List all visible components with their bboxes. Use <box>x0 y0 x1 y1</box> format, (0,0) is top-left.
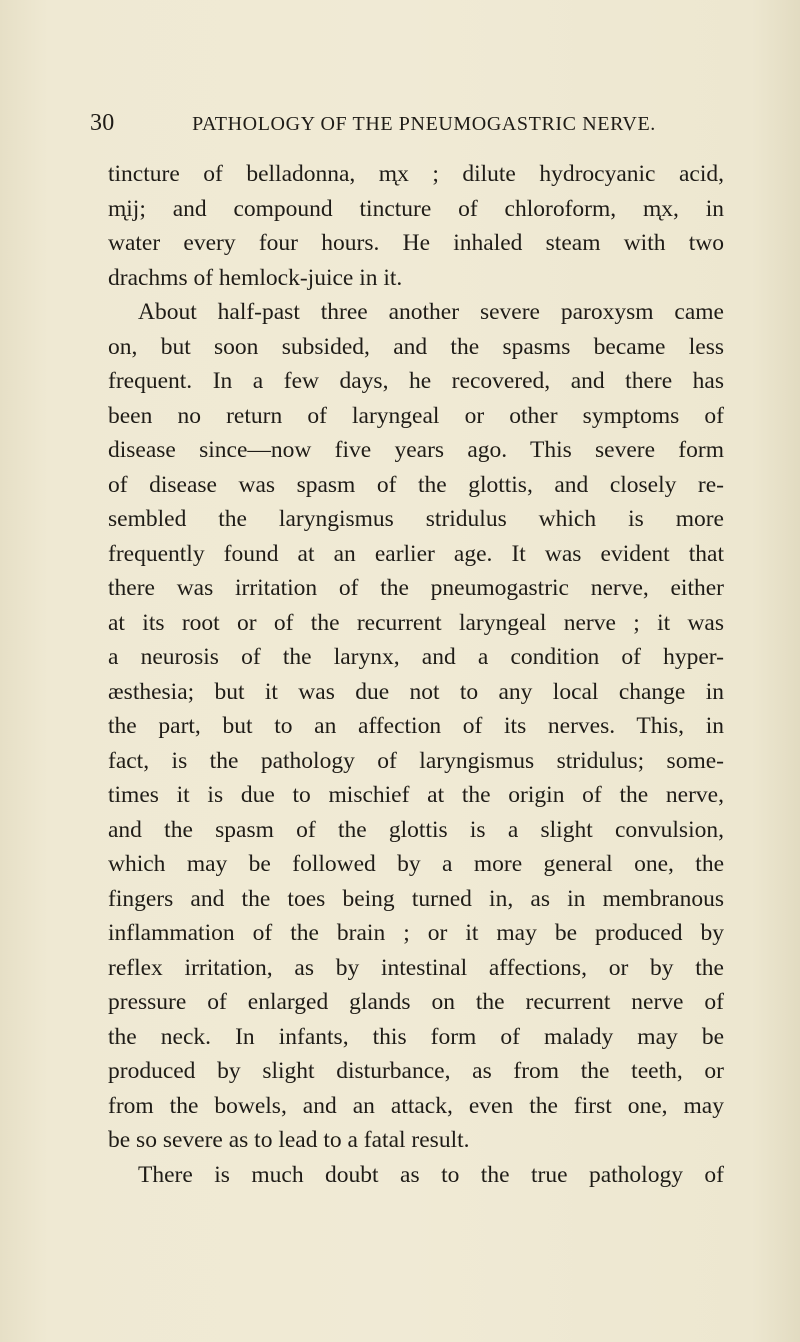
text-line: fingers and the toes being turned in, as in membranous <box>108 885 724 912</box>
text-line: fact, is the pathology of laryngismus stridulus; some- <box>108 747 724 774</box>
running-title: PATHOLOGY OF THE PNEUMOGASTRIC NERVE. <box>192 113 656 135</box>
text-line: frequently found at an earlier age. It was evident that <box>108 540 724 567</box>
text-line: and the spasm of the glottis is a slight convulsion, <box>108 816 724 843</box>
text-line: pressure of enlarged glands on the recurrent nerve of <box>108 989 724 1015</box>
text-line: disease since—now five years ago. This severe form <box>108 437 724 463</box>
text-line: the part, but to an affection of its nerves. This, in <box>108 713 724 739</box>
text-line: which may be followed by a more general one, the <box>108 851 724 877</box>
text-line: sembled the laryngismus stridulus which is more <box>108 506 724 532</box>
text-line: the neck. In infants, this form of malady may be <box>108 1023 724 1050</box>
text-line: be so severe as to lead to a fatal result. <box>108 1127 470 1153</box>
text-line: There is much doubt as to the true pathology of <box>138 1161 724 1188</box>
text-line: frequent. In a few days, he recovered, and there has <box>108 368 724 394</box>
page-number: 30 <box>90 110 115 136</box>
text-line: reflex irritation, as by intestinal affections, or by the <box>108 954 724 981</box>
text-line: on, but soon subsided, and the spasms became less <box>108 333 724 360</box>
text-line: water every four hours. He inhaled steam with two <box>108 230 724 256</box>
text-line: produced by slight disturbance, as from the teeth, or <box>108 1058 724 1084</box>
text-line: there was irritation of the pneumogastric nerve, either <box>108 575 724 601</box>
text-line: æsthesia; but it was due not to any local change in <box>108 678 724 705</box>
text-line: a neurosis of the larynx, and a condition of hyper- <box>108 644 724 670</box>
text-line: drachms of hemlock-juice in it. <box>108 264 403 291</box>
text-line: About half-past three another severe paroxysm came <box>138 299 724 325</box>
text-line: tincture of belladonna, m̨x ; dilute hydrocyanic acid, <box>108 161 724 187</box>
text-line: at its root or of the recurrent laryngeal nerve ; it was <box>108 609 724 636</box>
text-line: times it is due to mischief at the origin of the nerve, <box>108 782 724 808</box>
text-line: of disease was spasm of the glottis, and closely re- <box>108 471 724 498</box>
text-line: inflammation of the brain ; or it may be produced by <box>108 920 724 946</box>
text-line: m̨ij; and compound tincture of chloroform, m̨x, in <box>108 195 724 222</box>
body-text <box>108 157 724 1192</box>
text-line: been no return of laryngeal or other symptoms of <box>108 402 724 429</box>
text-line: from the bowels, and an attack, even the first one, may <box>108 1092 724 1119</box>
running-head <box>90 110 710 140</box>
